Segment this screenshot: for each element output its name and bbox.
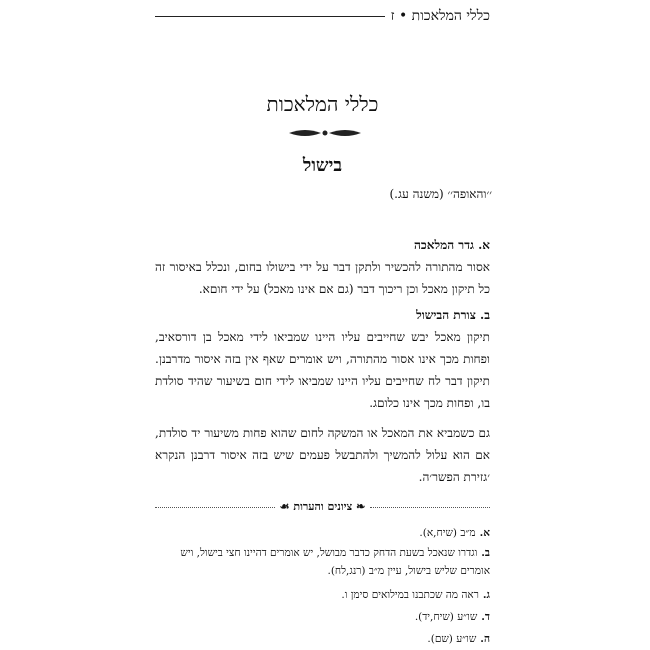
header-rule <box>155 16 385 17</box>
notes-separator <box>155 500 490 514</box>
footnote-text: שו״ע (שיח,יד). <box>414 611 478 623</box>
footnotes <box>155 522 490 650</box>
chapter-title: כללי המלאכות <box>266 92 379 116</box>
footnote-letter: ג. <box>482 589 490 601</box>
dotted-rule-left <box>155 507 275 508</box>
footnote-text: וגדרו שנאכל בשעת הדחק כדבר מבושל, יש אומרים דהיינו חצי בישול, ויש אומרים שליש בישול, עיין מ״ב (רנג,לח). <box>180 547 490 577</box>
running-header <box>155 8 490 25</box>
footnote-letter: ד. <box>481 611 490 623</box>
flourish-icon: ☙ <box>279 500 294 513</box>
footnote-letter: ה. <box>480 633 490 645</box>
footnote-item <box>155 544 490 580</box>
section-a <box>155 234 490 300</box>
ornament-divider-icon <box>285 126 365 140</box>
section-title: בישול <box>302 155 343 176</box>
footnote-letter: ב. <box>481 547 490 559</box>
notes-label <box>280 500 366 513</box>
running-header-text: כללי המלאכות • ז <box>390 8 490 24</box>
section-b <box>155 304 490 488</box>
dotted-rule-right <box>370 507 490 508</box>
section-a-text: אסור מהתורה להכשיר ולתקן דבר על ידי בישולו בחום, ונכלל באיסור זה כל תיקון מאכל וכן ריכוך דבר (גם אם אינו מאכל) על ידי חוםא. <box>155 260 490 296</box>
footnote-item <box>155 584 490 606</box>
section-b-paragraph-2: גם כשמביא את המאכל או המשקה לחום שהוא פחות משיעור יד סולדת, אם הוא עלול להמשיך ולהתבשל פעמים שיש בזה איסור דרבנן הנקרא ׳גזירת הפשר׳ה. <box>155 426 490 484</box>
source-reference: ׳׳והאופה׳׳ (משנה עג.) <box>389 187 492 201</box>
flourish-icon: ❧ <box>352 500 366 513</box>
notes-label-text: ציונים והערות <box>293 500 353 513</box>
footnote-text: ראה מה שכתבנו במילואים סימן ו. <box>341 589 479 601</box>
section-b-paragraph-1: תיקון מאכל יבש שחייבים עליו היינו שמביאו לידי מאכל בן דורסאיב, ופחות מכך אינו אסור מהתורה, ויש אומרים שאף אין בזה איסור מדרבנן. תיקון דבר לח שחייבים עליו היינו שמביאו לידי חום בשיעור שהיד סולדת בו, ופחות מכך אינו כלוםג. <box>155 330 490 410</box>
section-a-heading: א. גדר המלאכה <box>414 238 490 252</box>
footnote-text: שו״ע (שם). <box>427 633 477 645</box>
footnote-item <box>155 522 490 544</box>
footnote-item <box>155 606 490 628</box>
section-b-heading: ב. צורת הבישול <box>416 308 490 322</box>
footnote-text: מ״ב (שיח,א). <box>419 527 476 539</box>
footnote-item <box>155 628 490 650</box>
footnote-letter: א. <box>479 527 490 539</box>
